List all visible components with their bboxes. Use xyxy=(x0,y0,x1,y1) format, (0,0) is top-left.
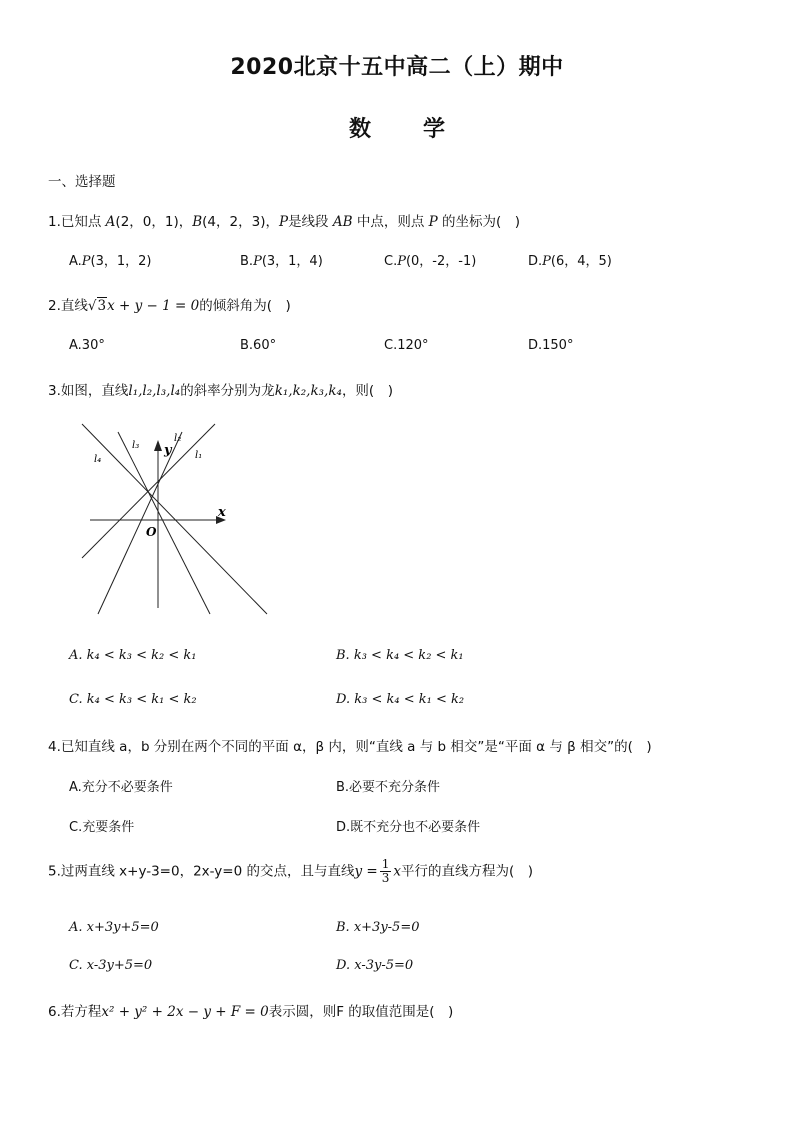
q2-sqrt: √3 xyxy=(87,298,107,314)
page-title: 2020北京十五中高二（上）期中 xyxy=(230,55,564,80)
q1-point-a: A xyxy=(105,214,116,230)
subject-char-1: 数 xyxy=(348,117,371,142)
subject-title xyxy=(0,112,794,143)
q5-y-eq: y = xyxy=(354,863,378,880)
q5-option-b[interactable]: B. x+3y-5=0 xyxy=(336,920,420,935)
q1-b-coords: (4，2，3)， xyxy=(202,214,279,230)
question-1 xyxy=(48,210,520,230)
q3-prefix: 3.如图，直线 xyxy=(48,383,129,399)
label-origin: O xyxy=(146,525,157,539)
q5-fraction: $\frac{1}{3}$ xyxy=(381,857,390,885)
q5-option-d[interactable]: D. x-3y-5=0 xyxy=(336,958,414,973)
q3-option-d[interactable]: D. k₃ < k₄ < k₁ < k₂ xyxy=(336,692,465,707)
label-l4: l₄ xyxy=(94,454,102,465)
q2-option-b[interactable]: B.60° xyxy=(240,338,277,353)
label-l3: l₃ xyxy=(132,440,140,451)
label-l1: l₁ xyxy=(195,450,203,461)
y-axis-arrow xyxy=(154,440,162,451)
q2-option-a[interactable]: A.30° xyxy=(69,338,105,353)
q3-figure xyxy=(70,418,290,623)
section-heading: 一、选择题 xyxy=(48,174,116,190)
q2-prefix: 2.直线 xyxy=(48,298,88,314)
label-l2: l₂ xyxy=(174,433,182,444)
q5-option-c[interactable]: C. x-3y+5=0 xyxy=(69,958,153,973)
q6-prefix: 6.若方程 xyxy=(48,1004,102,1020)
label-x: x xyxy=(218,505,226,520)
q1-option-c[interactable]: C.P(0，-2，-1) xyxy=(384,254,477,269)
subject-char-2: 学 xyxy=(423,117,446,142)
q5-x: x xyxy=(393,863,401,880)
q5-option-a[interactable]: A. x+3y+5=0 xyxy=(69,920,159,935)
line-l4 xyxy=(82,424,267,614)
q5-prefix: 5.过两直线 x+y-3=0，2x-y=0 的交点，且与直线 xyxy=(48,863,355,880)
q2-option-c[interactable]: C.120° xyxy=(384,338,429,353)
q1-point-b: B xyxy=(192,214,203,230)
q1-point-p2: P xyxy=(428,214,438,230)
q3-option-b[interactable]: B. k₃ < k₄ < k₂ < k₁ xyxy=(336,648,464,663)
q2-suffix: 的倾斜角为( ) xyxy=(199,298,291,314)
q3-option-a[interactable]: A. k₄ < k₃ < k₂ < k₁ xyxy=(69,648,197,663)
q6-expression: x² + y² + 2x − y + F = 0 xyxy=(101,1004,269,1020)
q1-suffix: 的坐标为( ) xyxy=(437,214,521,230)
line-l2 xyxy=(98,432,182,614)
q1-point-p: P xyxy=(278,214,289,230)
q1-a-coords: (2，0，1)， xyxy=(115,214,193,230)
q1-option-d[interactable]: D.P(6，4，5) xyxy=(528,254,612,269)
q5-suffix: 平行的直线方程为( ) xyxy=(400,863,534,880)
q1-mid2: 中点，则点 xyxy=(352,214,429,230)
q4-option-a[interactable]: A.充分不必要条件 xyxy=(69,780,173,795)
q6-suffix: 表示圆，则F 的取值范围是( ) xyxy=(268,1004,454,1020)
q3-option-c[interactable]: C. k₄ < k₃ < k₁ < k₂ xyxy=(69,692,197,707)
q4-option-d[interactable]: D.既不充分也不必要条件 xyxy=(336,820,481,835)
q4-option-c[interactable]: C.充要条件 xyxy=(69,820,135,835)
q1-prefix: 1.已知点 xyxy=(48,214,106,230)
q1-option-b[interactable]: B.P(3，1，4) xyxy=(240,254,323,269)
q1-segment-ab: AB xyxy=(332,214,353,230)
question-5 xyxy=(48,858,533,885)
question-2 xyxy=(48,294,291,314)
q3-suffix: ，则( ) xyxy=(341,383,393,399)
q3-slopes: k₁,k₂,k₃,k₄ xyxy=(274,383,342,399)
q1-mid1: 是线段 xyxy=(288,214,333,230)
q4-option-b[interactable]: B.必要不充分条件 xyxy=(336,780,441,795)
question-4: 4.已知直线 a，b 分别在两个不同的平面 α，β 内，则“直线 a 与 b 相交”是“平面 α 与 β 相交”的( ) xyxy=(48,739,652,755)
q2-option-d[interactable]: D.150° xyxy=(528,338,574,353)
q3-lines: l₁,l₂,l₃,l₄ xyxy=(128,383,181,399)
question-3 xyxy=(48,379,393,399)
q2-expression: x + y − 1 = 0 xyxy=(107,298,200,314)
q3-mid: 的斜率分别为龙 xyxy=(180,383,275,399)
question-6 xyxy=(48,1000,453,1020)
q1-option-a[interactable]: A.P(3，1，2) xyxy=(69,254,152,269)
label-y: y xyxy=(164,443,172,458)
